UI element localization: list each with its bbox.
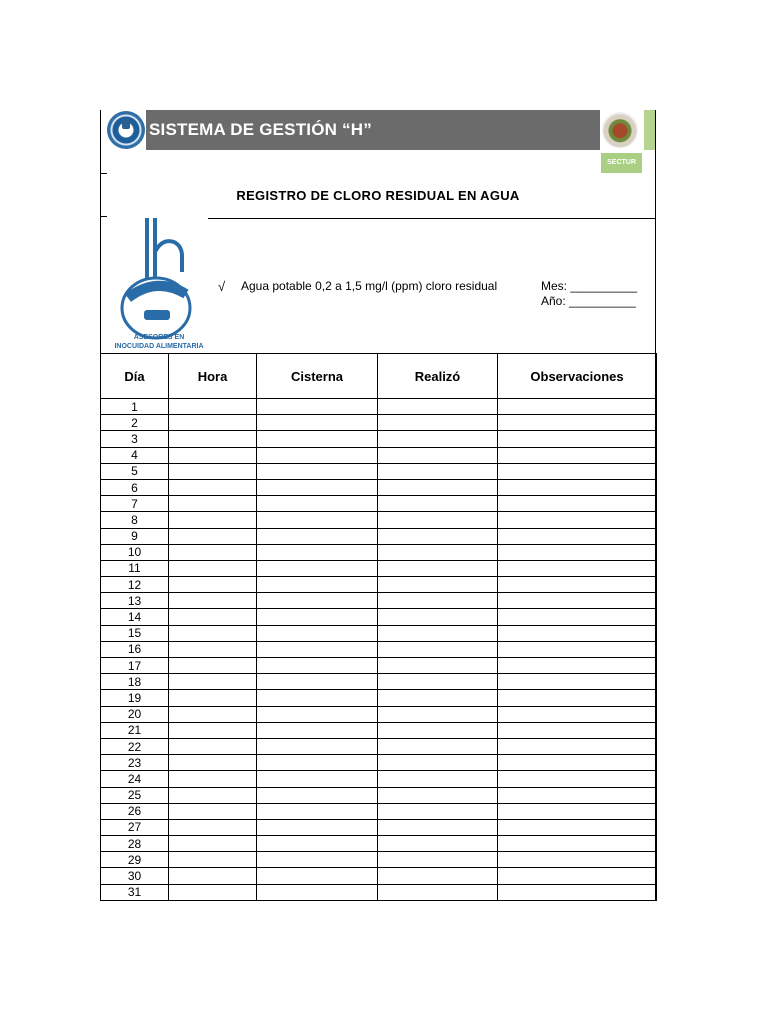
margin-tick bbox=[100, 173, 107, 174]
cisterna-cell[interactable] bbox=[257, 577, 378, 593]
table-row bbox=[101, 447, 657, 463]
day-cell: 4 bbox=[101, 447, 169, 463]
cisterna-cell[interactable] bbox=[257, 690, 378, 706]
hora-cell[interactable] bbox=[169, 415, 257, 431]
hora-cell[interactable] bbox=[169, 479, 257, 495]
realizo-cell[interactable] bbox=[378, 674, 498, 690]
table-row bbox=[101, 738, 657, 754]
hora-cell[interactable] bbox=[169, 496, 257, 512]
observaciones-cell[interactable] bbox=[498, 609, 657, 625]
observaciones-cell[interactable] bbox=[498, 868, 657, 884]
hora-cell[interactable] bbox=[169, 884, 257, 900]
table-row bbox=[101, 819, 657, 835]
hora-cell[interactable] bbox=[169, 609, 257, 625]
realizo-cell[interactable] bbox=[378, 609, 498, 625]
observaciones-cell[interactable] bbox=[498, 593, 657, 609]
table-row bbox=[101, 706, 657, 722]
table-row bbox=[101, 658, 657, 674]
chlorine-criterion: Agua potable 0,2 a 1,5 mg/l (ppm) cloro residual bbox=[241, 279, 498, 293]
observaciones-cell[interactable] bbox=[498, 415, 657, 431]
realizo-cell[interactable] bbox=[378, 593, 498, 609]
day-cell: 1 bbox=[101, 399, 169, 415]
system-banner: SISTEMA DE GESTIÓN “H” bbox=[146, 110, 600, 150]
day-cell: 5 bbox=[101, 463, 169, 479]
table-row bbox=[101, 884, 657, 900]
cisterna-cell[interactable] bbox=[257, 609, 378, 625]
table-row bbox=[101, 399, 657, 415]
hora-cell[interactable] bbox=[169, 658, 257, 674]
cisterna-cell[interactable] bbox=[257, 415, 378, 431]
table-row bbox=[101, 560, 657, 576]
cisterna-cell[interactable] bbox=[257, 641, 378, 657]
observaciones-cell[interactable] bbox=[498, 690, 657, 706]
hora-cell[interactable] bbox=[169, 560, 257, 576]
hora-cell[interactable] bbox=[169, 577, 257, 593]
hora-cell[interactable] bbox=[169, 738, 257, 754]
realizo-cell[interactable] bbox=[378, 706, 498, 722]
hora-cell[interactable] bbox=[169, 625, 257, 641]
cisterna-cell[interactable] bbox=[257, 496, 378, 512]
hora-cell[interactable] bbox=[169, 399, 257, 415]
day-cell: 3 bbox=[101, 431, 169, 447]
cisterna-cell[interactable] bbox=[257, 528, 378, 544]
column-header-cisterna: Cisterna bbox=[257, 354, 378, 399]
day-cell: 20 bbox=[101, 706, 169, 722]
realizo-cell[interactable] bbox=[378, 884, 498, 900]
realizo-cell[interactable] bbox=[378, 755, 498, 771]
observaciones-cell[interactable] bbox=[498, 819, 657, 835]
cisterna-cell[interactable] bbox=[257, 755, 378, 771]
cisterna-cell[interactable] bbox=[257, 803, 378, 819]
realizo-cell[interactable] bbox=[378, 479, 498, 495]
national-eagle-seal-icon bbox=[602, 112, 638, 148]
hora-cell[interactable] bbox=[169, 803, 257, 819]
observaciones-cell[interactable] bbox=[498, 722, 657, 738]
realizo-cell[interactable] bbox=[378, 625, 498, 641]
hora-cell[interactable] bbox=[169, 771, 257, 787]
realizo-cell[interactable] bbox=[378, 641, 498, 657]
observaciones-cell[interactable] bbox=[498, 658, 657, 674]
day-cell: 19 bbox=[101, 690, 169, 706]
observaciones-cell[interactable] bbox=[498, 674, 657, 690]
table-row bbox=[101, 577, 657, 593]
observaciones-cell[interactable] bbox=[498, 528, 657, 544]
chlorine-log-table bbox=[100, 353, 657, 901]
observaciones-cell[interactable] bbox=[498, 836, 657, 852]
cisterna-cell[interactable] bbox=[257, 399, 378, 415]
hora-cell[interactable] bbox=[169, 787, 257, 803]
cisterna-cell[interactable] bbox=[257, 819, 378, 835]
table-row bbox=[101, 431, 657, 447]
cisterna-cell[interactable] bbox=[257, 738, 378, 754]
realizo-cell[interactable] bbox=[378, 496, 498, 512]
table-row bbox=[101, 787, 657, 803]
realizo-cell[interactable] bbox=[378, 415, 498, 431]
realizo-cell[interactable] bbox=[378, 868, 498, 884]
column-header-realizo: Realizó bbox=[378, 354, 498, 399]
realizo-cell[interactable] bbox=[378, 738, 498, 754]
observaciones-cell[interactable] bbox=[498, 803, 657, 819]
title-divider bbox=[208, 218, 656, 219]
state-seal-icon bbox=[107, 111, 145, 149]
day-cell: 12 bbox=[101, 577, 169, 593]
observaciones-cell[interactable] bbox=[498, 512, 657, 528]
table-row bbox=[101, 415, 657, 431]
hora-cell[interactable] bbox=[169, 819, 257, 835]
observaciones-cell[interactable] bbox=[498, 755, 657, 771]
table-row bbox=[101, 852, 657, 868]
table-row bbox=[101, 690, 657, 706]
day-cell: 29 bbox=[101, 852, 169, 868]
realizo-cell[interactable] bbox=[378, 463, 498, 479]
hora-cell[interactable] bbox=[169, 528, 257, 544]
observaciones-cell[interactable] bbox=[498, 641, 657, 657]
cisterna-cell[interactable] bbox=[257, 706, 378, 722]
day-cell: 15 bbox=[101, 625, 169, 641]
cisterna-cell[interactable] bbox=[257, 560, 378, 576]
observaciones-cell[interactable] bbox=[498, 544, 657, 560]
table-row bbox=[101, 496, 657, 512]
day-cell: 31 bbox=[101, 884, 169, 900]
realizo-cell[interactable] bbox=[378, 528, 498, 544]
sectur-badge: SECTUR bbox=[601, 153, 642, 173]
cisterna-cell[interactable] bbox=[257, 787, 378, 803]
cisterna-cell[interactable] bbox=[257, 836, 378, 852]
observaciones-cell[interactable] bbox=[498, 884, 657, 900]
cisterna-cell[interactable] bbox=[257, 658, 378, 674]
realizo-cell[interactable] bbox=[378, 544, 498, 560]
day-cell: 22 bbox=[101, 738, 169, 754]
observaciones-cell[interactable] bbox=[498, 463, 657, 479]
day-cell: 11 bbox=[101, 560, 169, 576]
cisterna-cell[interactable] bbox=[257, 722, 378, 738]
month-field[interactable]: Mes: __________ bbox=[541, 279, 638, 293]
realizo-cell[interactable] bbox=[378, 787, 498, 803]
document-title: REGISTRO DE CLORO RESIDUAL EN AGUA bbox=[236, 188, 520, 203]
table-row bbox=[101, 512, 657, 528]
table-row bbox=[101, 479, 657, 495]
cisterna-cell[interactable] bbox=[257, 463, 378, 479]
observaciones-cell[interactable] bbox=[498, 479, 657, 495]
realizo-cell[interactable] bbox=[378, 836, 498, 852]
year-field[interactable]: Año: __________ bbox=[541, 294, 636, 308]
hora-cell[interactable] bbox=[169, 544, 257, 560]
cisterna-cell[interactable] bbox=[257, 479, 378, 495]
observaciones-cell[interactable] bbox=[498, 431, 657, 447]
hora-cell[interactable] bbox=[169, 641, 257, 657]
cisterna-cell[interactable] bbox=[257, 884, 378, 900]
cisterna-cell[interactable] bbox=[257, 447, 378, 463]
realizo-cell[interactable] bbox=[378, 512, 498, 528]
hora-cell[interactable] bbox=[169, 706, 257, 722]
hora-cell[interactable] bbox=[169, 722, 257, 738]
cisterna-cell[interactable] bbox=[257, 852, 378, 868]
form-sheet bbox=[100, 110, 656, 900]
table-row bbox=[101, 593, 657, 609]
day-cell: 7 bbox=[101, 496, 169, 512]
day-cell: 6 bbox=[101, 479, 169, 495]
realizo-cell[interactable] bbox=[378, 722, 498, 738]
day-cell: 13 bbox=[101, 593, 169, 609]
observaciones-cell[interactable] bbox=[498, 625, 657, 641]
day-cell: 28 bbox=[101, 836, 169, 852]
observaciones-cell[interactable] bbox=[498, 399, 657, 415]
table-row bbox=[101, 641, 657, 657]
column-header-hora: Hora bbox=[169, 354, 257, 399]
table-row bbox=[101, 544, 657, 560]
hora-cell[interactable] bbox=[169, 593, 257, 609]
day-cell: 8 bbox=[101, 512, 169, 528]
logo-caption: ASESORES EN INOCUIDAD ALIMENTARIA bbox=[114, 334, 204, 350]
table-row bbox=[101, 463, 657, 479]
cisterna-cell[interactable] bbox=[257, 771, 378, 787]
day-cell: 18 bbox=[101, 674, 169, 690]
hora-cell[interactable] bbox=[169, 463, 257, 479]
check-mark: √ bbox=[218, 279, 226, 294]
realizo-cell[interactable] bbox=[378, 658, 498, 674]
hora-cell[interactable] bbox=[169, 431, 257, 447]
observaciones-cell[interactable] bbox=[498, 577, 657, 593]
observaciones-cell[interactable] bbox=[498, 447, 657, 463]
lanfo-logo-icon bbox=[106, 216, 210, 352]
table-row bbox=[101, 609, 657, 625]
cisterna-cell[interactable] bbox=[257, 868, 378, 884]
cisterna-cell[interactable] bbox=[257, 544, 378, 560]
day-cell: 23 bbox=[101, 755, 169, 771]
realizo-cell[interactable] bbox=[378, 560, 498, 576]
day-cell: 10 bbox=[101, 544, 169, 560]
column-header-dia: Día bbox=[101, 354, 169, 399]
hora-cell[interactable] bbox=[169, 836, 257, 852]
table-row bbox=[101, 722, 657, 738]
hora-cell[interactable] bbox=[169, 852, 257, 868]
day-cell: 24 bbox=[101, 771, 169, 787]
day-cell: 26 bbox=[101, 803, 169, 819]
observaciones-cell[interactable] bbox=[498, 852, 657, 868]
realizo-cell[interactable] bbox=[378, 447, 498, 463]
day-cell: 9 bbox=[101, 528, 169, 544]
realizo-cell[interactable] bbox=[378, 771, 498, 787]
table-row bbox=[101, 868, 657, 884]
day-cell: 14 bbox=[101, 609, 169, 625]
hora-cell[interactable] bbox=[169, 690, 257, 706]
hora-cell[interactable] bbox=[169, 512, 257, 528]
table-row bbox=[101, 674, 657, 690]
observaciones-cell[interactable] bbox=[498, 496, 657, 512]
observaciones-cell[interactable] bbox=[498, 771, 657, 787]
cisterna-cell[interactable] bbox=[257, 625, 378, 641]
cisterna-cell[interactable] bbox=[257, 431, 378, 447]
cisterna-cell[interactable] bbox=[257, 512, 378, 528]
day-cell: 17 bbox=[101, 658, 169, 674]
realizo-cell[interactable] bbox=[378, 399, 498, 415]
table-row bbox=[101, 755, 657, 771]
table-row bbox=[101, 803, 657, 819]
day-cell: 30 bbox=[101, 868, 169, 884]
day-cell: 2 bbox=[101, 415, 169, 431]
cisterna-cell[interactable] bbox=[257, 674, 378, 690]
realizo-cell[interactable] bbox=[378, 577, 498, 593]
day-cell: 16 bbox=[101, 641, 169, 657]
table-row bbox=[101, 528, 657, 544]
realizo-cell[interactable] bbox=[378, 431, 498, 447]
hora-cell[interactable] bbox=[169, 755, 257, 771]
day-cell: 27 bbox=[101, 819, 169, 835]
hora-cell[interactable] bbox=[169, 447, 257, 463]
realizo-cell[interactable] bbox=[378, 690, 498, 706]
table-row bbox=[101, 836, 657, 852]
table-header-row bbox=[101, 354, 657, 399]
day-cell: 21 bbox=[101, 722, 169, 738]
column-header-observaciones: Observaciones bbox=[498, 354, 657, 399]
table-row bbox=[101, 625, 657, 641]
observaciones-cell[interactable] bbox=[498, 787, 657, 803]
realizo-cell[interactable] bbox=[378, 803, 498, 819]
day-cell: 25 bbox=[101, 787, 169, 803]
observaciones-cell[interactable] bbox=[498, 560, 657, 576]
observaciones-cell[interactable] bbox=[498, 738, 657, 754]
realizo-cell[interactable] bbox=[378, 819, 498, 835]
hora-cell[interactable] bbox=[169, 674, 257, 690]
hora-cell[interactable] bbox=[169, 868, 257, 884]
table-row bbox=[101, 771, 657, 787]
realizo-cell[interactable] bbox=[378, 852, 498, 868]
cisterna-cell[interactable] bbox=[257, 593, 378, 609]
observaciones-cell[interactable] bbox=[498, 706, 657, 722]
